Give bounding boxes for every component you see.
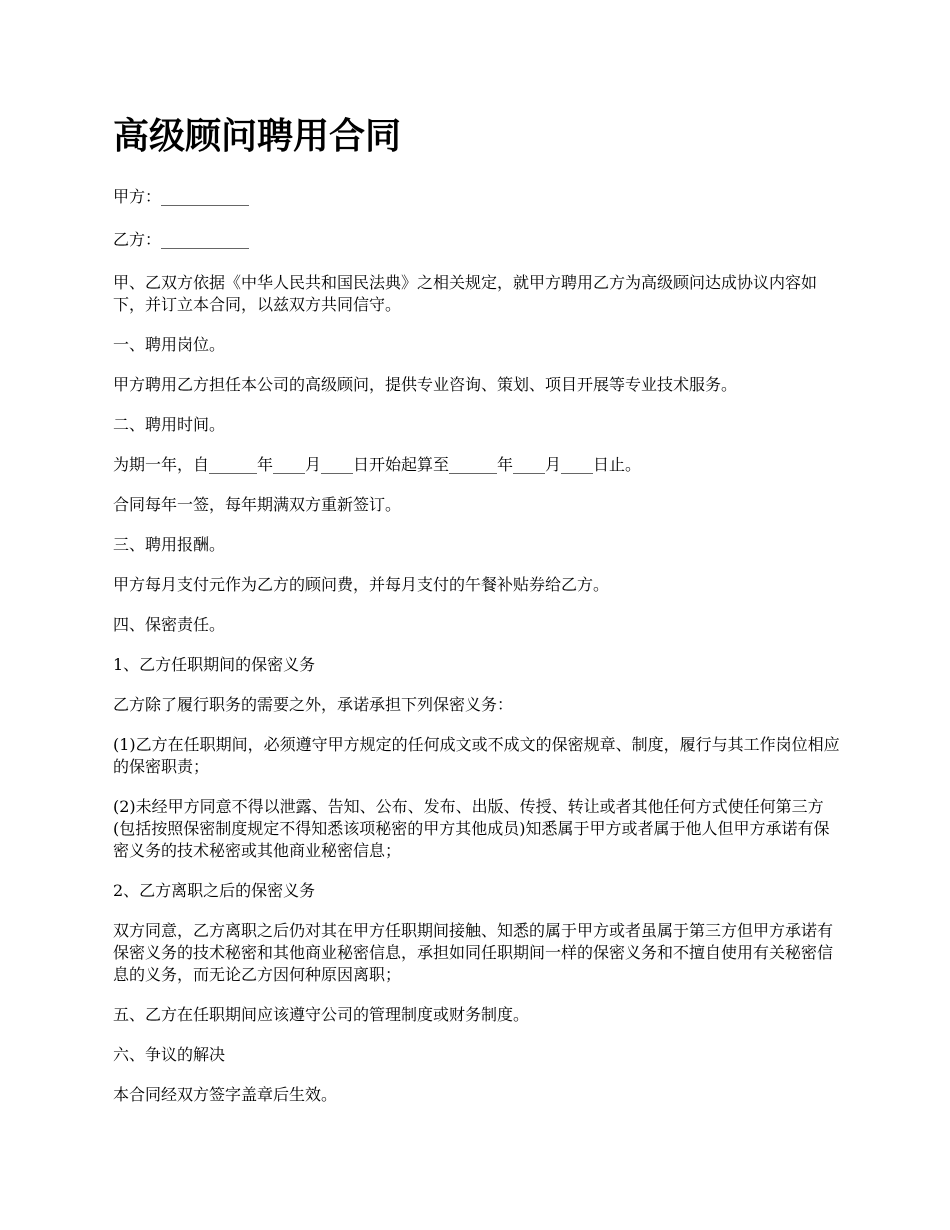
confidentiality-intro-paragraph: 乙方除了履行职务的需要之外，承诺承担下列保密义务：: [113, 695, 514, 714]
section-heading-compliance: 五、乙方在任职期间应该遵守公司的管理制度或财务制度。: [113, 1005, 530, 1024]
preamble-paragraph: 甲、乙双方依据《中华人民共和国民法典》之相关规定，就甲方聘用乙方为高级顾问达成协议内容如下，并订立本合同，以兹双方共同信守。: [113, 273, 818, 314]
position-paragraph: 甲方聘用乙方担任本公司的高级顾问，提供专业咨询、策划、项目开展等专业技术服务。: [113, 375, 738, 394]
party-b-line: 乙方：___________: [113, 230, 250, 249]
subheading-after-departure: 2、乙方离职之后的保密义务: [113, 881, 316, 900]
term-dates-paragraph: 为期一年，自______年____月____日开始起算至______年____月____日止。: [113, 455, 642, 474]
after-departure-paragraph: 双方同意，乙方离职之后仍对其在甲方任职期间接触、知悉的属于甲方或者虽属于第三方但甲方承诺有保密义务的技术秘密和其他商业秘密信息，承担如同任职期间一样的保密义务和不擅自使用有关秘密信息的义务，而无论乙方因何种原因离职；: [113, 921, 834, 984]
section-heading-position: 一、聘用岗位。: [113, 335, 226, 354]
compensation-paragraph: 甲方每月支付元作为乙方的顾问费，并每月支付的午餐补贴券给乙方。: [113, 575, 610, 594]
party-a-line: 甲方：___________: [113, 187, 250, 206]
confidentiality-item-2: (2)未经甲方同意不得以泄露、告知、公布、发布、出版、传授、转让或者其他任何方式使任何第三方(包括按照保密制度规定不得知悉该项秘密的甲方其他成员)知悉属于甲方或者属于他人但甲方承诺有保密义务的技术秘密或其他商业秘密信息；: [113, 797, 830, 860]
section-heading-compensation: 三、聘用报酬。: [113, 535, 226, 554]
subheading-during-employment: 1、乙方任职期间的保密义务: [113, 655, 316, 674]
section-heading-disputes: 六、争议的解决: [113, 1045, 226, 1064]
effective-clause-paragraph: 本合同经双方签字盖章后生效。: [113, 1085, 338, 1104]
section-heading-confidentiality: 四、保密责任。: [113, 615, 226, 634]
document-title: 高级顾问聘用合同: [113, 115, 402, 157]
term-renewal-paragraph: 合同每年一签，每年期满双方重新签订。: [113, 495, 402, 514]
confidentiality-item-1: (1)乙方在任职期间，必须遵守甲方规定的任何成文或不成文的保密规章、制度，履行与其工作岗位相应的保密职责；: [113, 735, 840, 776]
section-heading-term: 二、聘用时间。: [113, 415, 226, 434]
